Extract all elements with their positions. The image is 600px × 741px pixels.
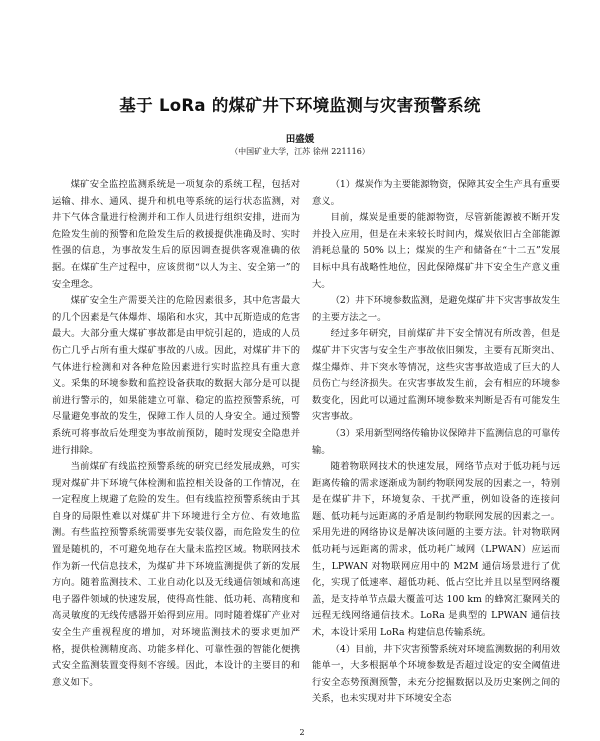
paragraph: 当前煤矿有线监控预警系统的研究已经发展成熟，可实现对煤矿井下环境气体检测和监控相关设备的工作情况，在一定程度上规避了危险的发生。但有线监控预警系统由于其自身的局限性难以对煤矿井下环境进行全方位、有效地监测。有些监控预警系统需要事先安装仪器，而危险发生的位置是随机的，不可避免地存在大量未监控区域。物联网技术作为新一代信息技术，为煤矿井下环境监测提供了新的发展方向。随着监测技术、工业自动化以及无线通信领域和高速电子器件领域的快速发展，使得高性能、低功耗、高精度和高灵敏度的无线传感器开始得到应用。同时随着煤矿产业对安全生产重视程度的增加，对环境监测技术的要求更加严格，提供检测精度高、功能多样化、可靠性强的智能化便携式安全监测装置变得刻不容缓。因此，本设计的主要目的和意义如下。 bbox=[52, 461, 300, 688]
left-column bbox=[52, 177, 300, 691]
page-number: 2 bbox=[299, 728, 305, 737]
author-name: 田盛媛 bbox=[285, 134, 315, 145]
paragraph: 煤矿安全监控监测系统是一项复杂的系统工程，包括对运输、排水、通风、提升和机电等系统的运行状态监测，对井下气体含量进行检测并和工作人员进行组织安排，进而为危险发生前的预警和危险发生后的救援提供准确及时、实时性强的信息，为事故发生后的原因调查提供客观准确的依据。在煤矿生产过程中，应该贯彻“以人为主、安全第一”的安全理念。 bbox=[52, 179, 300, 290]
paragraph: （3）采用新型网络传输协议保障井下监测信息的可靠传输。 bbox=[312, 427, 560, 456]
paragraph: （1）煤炭作为主要能源物资，保障其安全生产具有重要意义。 bbox=[312, 179, 560, 207]
paper-title: 基于 LoRa 的煤矿井下环境监测与灾害预警系统 bbox=[119, 96, 481, 115]
author-affiliation: （中国矿业大学，江苏 徐州 221116） bbox=[230, 147, 370, 156]
paragraph: 煤矿安全生产需要关注的危险因素很多，其中危害最大的几个因素是气体爆炸、塌陷和水灾，其中瓦斯造成的危害最大。大部分重大煤矿事故都是由甲烷引起的，造成的人员伤亡几乎占所有重大煤矿事故的八成。因此，对煤矿井下的气体进行检测和对各种危险因素进行实时监控具有重大意义。采集的环境参数和监控设备获取的数据大部分是可以提前进行警示的，如果能建立可靠、稳定的监控预警系统，可尽量避免事故的发生，保障工作人员的人身安全。通过预警系统可将事故后处理变为事故前预防，随时发现安全隐患并进行排除。 bbox=[52, 295, 300, 456]
paragraph: （4）目前，井下灾害预警系统对环境监测数据的利用效能单一，大多根据单个环境参数是否超过设定的安全阈值进行安全态势预测预警，未充分挖掘数据以及历史案例之间的关系，也未实现对井下环境安全态 bbox=[312, 643, 560, 705]
right-column bbox=[312, 177, 560, 708]
paragraph: （2）井下环境参数监测，是避免煤矿井下灾害事故发生的主要方法之一。 bbox=[312, 295, 560, 323]
paragraph: 经过多年研究，目前煤矿井下安全情况有所改善，但是煤矿井下灾害与安全生产事故依旧频发，主要有瓦斯突出、煤尘爆炸、井下突水等情况，这些灾害事故造成了巨大的人员伤亡与经济损失。在灾害事故发生前，会有相应的环境参数变化，因此可以通过监测环境参数来判断是否有可能发生灾害事故。 bbox=[312, 328, 560, 423]
paragraph: 随着物联网技术的快速发展，网络节点对于低功耗与远距离传输的需求逐渐成为制约物联网发展的因素之一，特别是在煤矿井下，环境复杂、干扰严重，例如设备的连接问题、低功耗与远距离的矛盾是制约物联网发展的因素之一。采用先进的网络协议是解决该问题的主要方法。针对物联网低功耗与远距离的需求，低功耗广域网（LPWAN）应运而生，LPWAN 对物联网应用中的 M2M 通信场景进行了优化，实现了低速率、超低功耗、低占空比并且以星型网络覆盖，是支持单节点最大覆盖可达 100 km 的蜂窝汇聚网关的远程无线网络通信技术。LoRa 是典型的 LPWAN 通信技术，本设计采用 LoRa 构建信息传输系统。 bbox=[312, 461, 560, 639]
paragraph: 目前，煤炭是重要的能源物资，尽管新能源被不断开发并投入应用，但是在未来较长时间内，煤炭依旧占全部能源消耗总量的 50% 以上；煤炭的生产和储备在“十二五”发展目标中具有战略性地位，因此保障煤矿井下安全生产意义重大。 bbox=[312, 212, 560, 290]
